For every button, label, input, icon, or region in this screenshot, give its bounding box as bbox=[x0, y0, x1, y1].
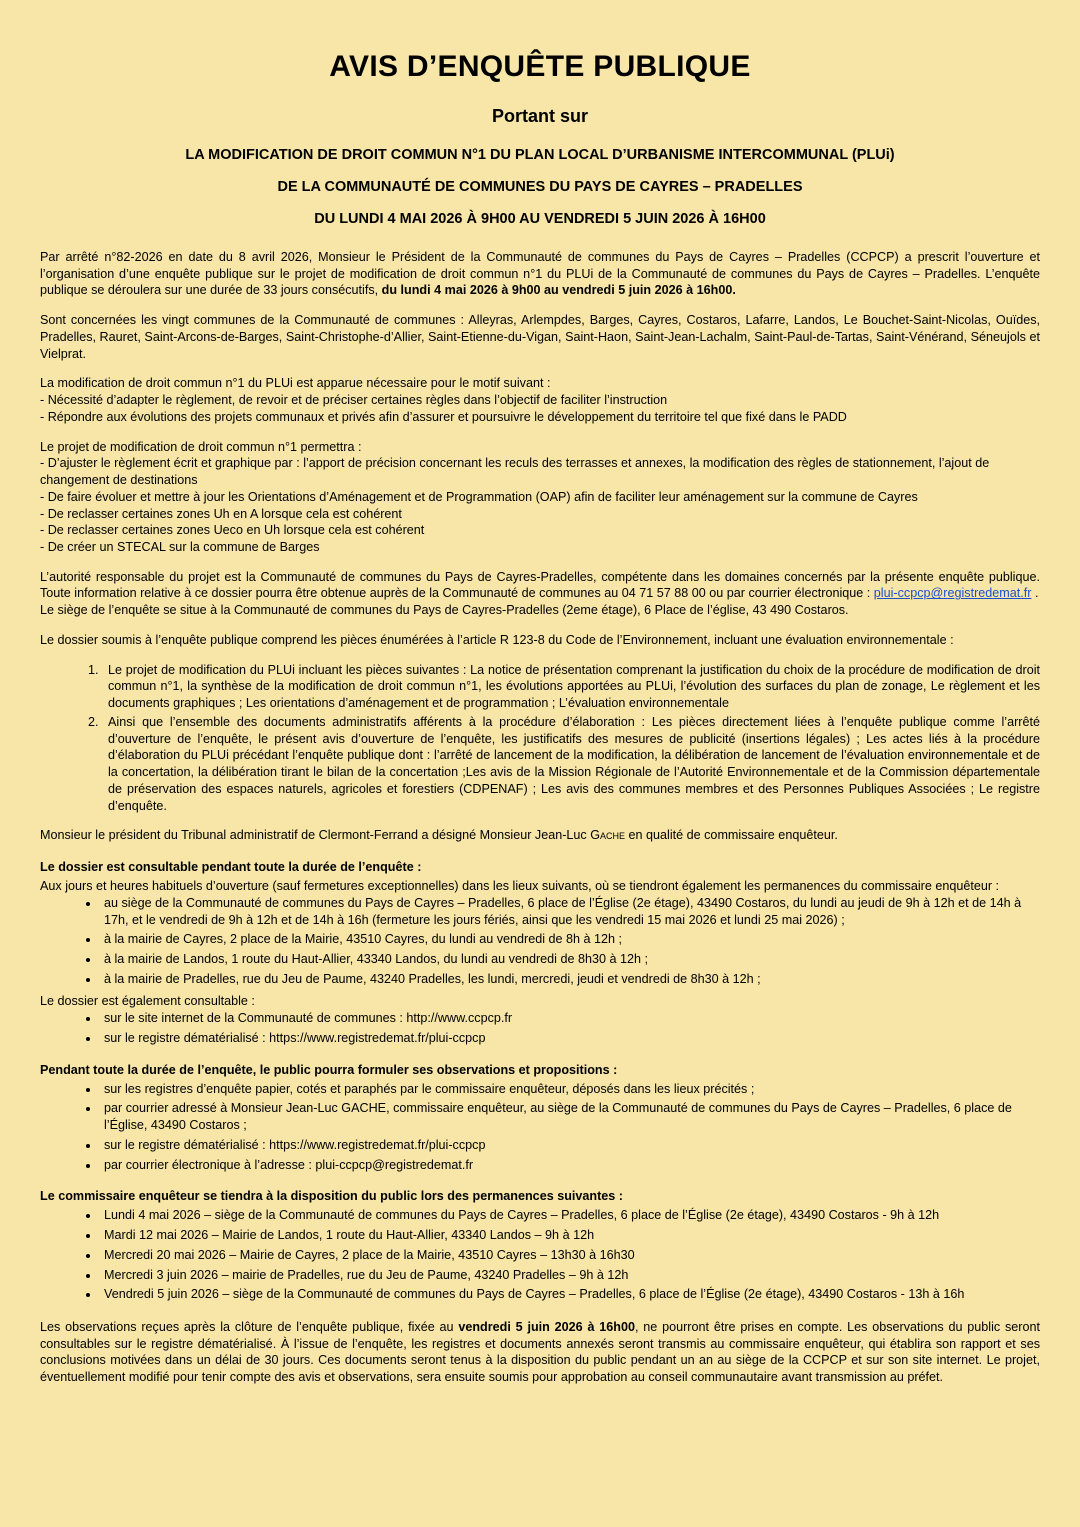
dossier-item: 1. Le projet de modification du PLUi incluant les pièces suivantes : La notice de présentation comprenant la justification du choix de la procédure de modification de droit commun n°1, la synthèse de la modification de droit commun n°1, les évolutions apportées au PLUi, l’évolution des surfaces du plan de zonage, Le règlement et les documents graphiques ; Les orientations d’aménagement et de programmation ; L’évaluation environnementale bbox=[102, 662, 1040, 712]
projet-item-2: - De faire évoluer et mettre à jour les Orientations d’Aménagement et de Programmation (OAP) afin de faciliter leur aménagement sur la commune de Cayres bbox=[40, 489, 918, 504]
list-item: • à la mairie de Cayres, 2 place de la Mairie, 43510 Cayres, du lundi au vendredi de 8h à 12h ; bbox=[100, 931, 1040, 948]
projet-item-4: - De reclasser certaines zones Ueco en Uh lorsque cela est cohérent bbox=[40, 523, 425, 538]
autorite-block bbox=[40, 569, 1040, 619]
list-item-registre-dematerialise[interactable]: • sur le registre dématérialisé : https://www.registredemat.fr/plui-ccpcp bbox=[100, 1030, 1040, 1047]
list-item: • Mercredi 20 mai 2026 – Mairie de Cayres, 2 place de la Mairie, 43510 Cayres – 13h30 à 16h30 bbox=[100, 1247, 1040, 1264]
list-item: • sur les registres d’enquête papier, cotés et paraphés par le commissaire enquêteur, déposés dans les lieux précités ; bbox=[100, 1081, 1040, 1098]
commissaire-name: Gache bbox=[590, 828, 626, 843]
dossier-list bbox=[40, 662, 1040, 815]
dossier-item: 2. Ainsi que l’ensemble des documents administratifs afférents à la procédure d’élaboration : Les pièces directement liées à l’enquête publique comme l’arrêté d’ouverture de l’enquête, le présent avis d’ouverture de l’enquête, les justificatifs des mesures de publicité (insertions légales) ; Les actes liés à la procédure d’élaboration du PLUi précédant l’enquête publique dont : l’arrêté de lancement de la modification, la délibération de lancement de l’évaluation environnementale et de la concertation, la délibération tirant le bilan de la concertation ;Les avis de la Mission Régionale de l’Autorité Environnementale et de la Commission départementale de préservation des espaces naturels, agricoles et forestiers (CDPENAF) ; Les avis des communes membres et des Personnes Publiques Associées ; Le registre d’enquête. bbox=[102, 714, 1040, 814]
paragraph-arrete bbox=[40, 249, 1040, 299]
list-item-site-internet[interactable]: • sur le site internet de la Communauté de communes : http://www.ccpcp.fr bbox=[100, 1010, 1040, 1027]
motifs-block bbox=[40, 375, 1040, 425]
projet-lead: Le projet de modification de droit commun n°1 permettra : bbox=[40, 439, 362, 454]
list-item-registre-lien[interactable]: • sur le registre dématérialisé : https://www.registredemat.fr/plui-ccpcp bbox=[100, 1137, 1040, 1154]
list-item: • Mercredi 3 juin 2026 – mairie de Pradelles, rue du Jeu de Paume, 43240 Pradelles – 9h à 12h bbox=[100, 1267, 1040, 1284]
motifs-item-1: - Nécessité d’adapter le règlement, de revoir et de préciser certaines règles dans l’objectif de faciliter l’instruction bbox=[40, 393, 668, 408]
subtitle-portant-sur: Portant sur bbox=[491, 106, 588, 126]
permanences-title: Le commissaire enquêteur se tiendra à la disposition du public lors des permanences suivantes : bbox=[40, 1189, 623, 1204]
autorite-paragraph bbox=[40, 569, 1040, 602]
closing-text-a: Les observations reçues après la clôture de l’enquête publique, fixée au bbox=[40, 1319, 459, 1334]
spacer bbox=[40, 1309, 1040, 1319]
projet-block bbox=[40, 439, 1040, 556]
dossier-lead: Le dossier soumis à l’enquête publique comprend les pièces énumérées à l’article R 123-8 du Code de l’Environnement, incluant une évaluation environnementale : bbox=[40, 632, 954, 647]
consultation-title: Le dossier est consultable pendant toute la durée de l’enquête : bbox=[40, 860, 422, 875]
commissaire-text-end: en qualité de commissaire enquêteur. bbox=[625, 828, 838, 843]
list-item: • à la mairie de Pradelles, rue du Jeu de Paume, 43240 Pradelles, les lundi, mercredi, jeudi et vendredi de 8h30 à 12h ; bbox=[100, 971, 1040, 988]
list-item: • par courrier adressé à Monsieur Jean-Luc GACHE, commissaire enquêteur, au siège de la Communauté de communes du Pays de Cayres – Pradelles, 6 place de l’Église, 43490 Costaros ; bbox=[100, 1100, 1040, 1133]
consultation-lieux-list bbox=[40, 895, 1040, 988]
consultation-liens-list bbox=[40, 1010, 1040, 1046]
motifs-lead: La modification de droit commun n°1 du PLUi est apparue nécessaire pour le motif suivant : bbox=[40, 376, 551, 391]
autorite-text-end: . bbox=[1031, 586, 1039, 601]
list-item-courriel[interactable]: • par courrier électronique à l’adresse : plui-ccpcp@registredemat.fr bbox=[100, 1157, 1040, 1174]
heading-communaute: DE LA COMMUNAUTÉ DE COMMUNES DU PAYS DE CAYRES – PRADELLES bbox=[277, 179, 803, 195]
paragraph-arrete-text: Par arrêté n°82-2026 en date du 8 avril 2026, Monsieur le Président de la Communauté de communes du Pays de Cayres – Pradelles (CCPCP) a prescrit l’ouverture et l’organisation d’une enquête publique sur le projet de modification de droit commun n°1 du PLUi de la Communauté de communes du Pays de Cayres – Pradelles. L’enquête publique se déroulera sur une durée de 33 jours consécutifs, bbox=[40, 250, 1040, 298]
projet-item-1: - D’ajuster le règlement écrit et graphique par : l’apport de précision concernant les reculs des terrasses et annexes, la modification des règles de stationnement, l’ajout de changement de destinations bbox=[40, 456, 990, 488]
closing-text-b: , ne pourront être prises en compte. Les observations du public seront consultables sur le registre dématérialisé. À l’issue de l’enquête, les registres et documents annexés seront transmis au commissaire enquêteur, qui établira son rapport et ses conclusions motivées dans un délai de 30 jours. Ces documents seront tenus à la disposition du public pendant un an au siège de la CCPCP et sur son site internet. Le projet, éventuellement modifié pour tenir compte des avis et observations, sera ensuite soumis pour approbation au conseil communautaire avant transmission au préfet. bbox=[40, 1319, 1040, 1385]
consultation-egalement: Le dossier est également consultable : bbox=[40, 994, 255, 1009]
list-item: • Lundi 4 mai 2026 – siège de la Communauté de communes du Pays de Cayres – Pradelles, 6 place de l’Église (2e étage), 43490 Costaros - 9h à 12h bbox=[100, 1207, 1040, 1224]
consultation-intro: Aux jours et heures habituels d’ouverture (sauf fermetures exceptionnelles) dans les lieux suivants, où se tiendront également les permanences du commissaire enquêteur : bbox=[40, 879, 1000, 894]
list-item: • au siège de la Communauté de communes du Pays de Cayres – Pradelles, 6 place de l’Église (2e étage), 43490 Costaros, du lundi au jeudi de 9h à 12h et de 14h à 17h, et le vendredi de 9h à 12h et de 14h à 16h (fermeture les jours fériés, ainsi que les vendredi 15 mai 2026 et lundi 25 mai 2026) ; bbox=[100, 895, 1040, 928]
list-item: • à la mairie de Landos, 1 route du Haut-Allier, 43340 Landos, du lundi au vendredi de 8h30 à 12h ; bbox=[100, 951, 1040, 968]
observations-title: Pendant toute la durée de l’enquête, le public pourra formuler ses observations et propositions : bbox=[40, 1062, 618, 1077]
email-link[interactable]: plui-ccpcp@registredemat.fr bbox=[873, 586, 1032, 601]
list-item: • Mardi 12 mai 2026 – Mairie de Landos, 1 route du Haut-Allier, 43340 Landos – 9h à 12h bbox=[100, 1227, 1040, 1244]
commissaire-text: Monsieur le président du Tribunal administratif de Clermont-Ferrand a désigné Monsieur Jean-Luc bbox=[40, 828, 591, 843]
heading-modification-plui: LA MODIFICATION DE DROIT COMMUN N°1 DU PLAN LOCAL D’URBANISME INTERCOMMUNAL (PLUi) bbox=[185, 147, 895, 163]
autorite-siege: Le siège de l’enquête se situe à la Communauté de communes du Pays de Cayres-Pradelles (2eme étage), 6 Place de l’église, 43 490 Costaros. bbox=[40, 603, 849, 618]
paragraph-communes: Sont concernées les vingt communes de la Communauté de communes : Alleyras, Arlempdes, Barges, Cayres, Costaros, Lafarre, Landos, Le Bouchet-Saint-Nicolas, Ouïdes, Pradelles, Rauret, Saint-Arcons-de-Barges, Saint-Christophe-d’Allier, Saint-Etienne-du-Vigan, Saint-Haon, Saint-Jean-Lachalm, Saint-Paul-de-Tartas, Saint-Vénérand, Séneujols et Vielprat. bbox=[40, 313, 1040, 361]
closing-paragraph bbox=[40, 1319, 1040, 1386]
permanences-list bbox=[40, 1207, 1040, 1303]
motifs-item-2: - Répondre aux évolutions des projets communaux et privés afin d’assurer et poursuivre le développement du territoire tel que fixé dans le PADD bbox=[40, 409, 847, 424]
projet-item-3: - De reclasser certaines zones Uh en A lorsque cela est cohérent bbox=[40, 506, 402, 521]
closing-deadline: vendredi 5 juin 2026 à 16h00 bbox=[458, 1319, 635, 1334]
projet-item-5: - De créer un STECAL sur la commune de Barges bbox=[40, 540, 320, 555]
observations-list bbox=[40, 1081, 1040, 1174]
commissaire-paragraph bbox=[40, 827, 1040, 844]
heading-dates: DU LUNDI 4 MAI 2026 À 9H00 AU VENDREDI 5 JUIN 2026 À 16H00 bbox=[314, 211, 766, 227]
page-title: AVIS D’ENQUÊTE PUBLIQUE bbox=[329, 50, 751, 83]
paragraph-arrete-dates: du lundi 4 mai 2026 à 9h00 au vendredi 5 juin 2026 à 16h00. bbox=[381, 283, 736, 298]
list-item: • Vendredi 5 juin 2026 – siège de la Communauté de communes du Pays de Cayres – Pradelles, 6 place de l’Église (2e étage), 43490 Costaros - 13h à 16h bbox=[100, 1286, 1040, 1303]
autorite-text: L’autorité responsable du projet est la Communauté de communes du Pays de Cayres-Pradelles, compétente dans les domaines concernés par la présente enquête publique. Toute information relative à ce dossier pourra être obtenue auprès de la Communauté de communes au 04 71 57 88 00 ou par courrier électronique : bbox=[40, 569, 1040, 601]
